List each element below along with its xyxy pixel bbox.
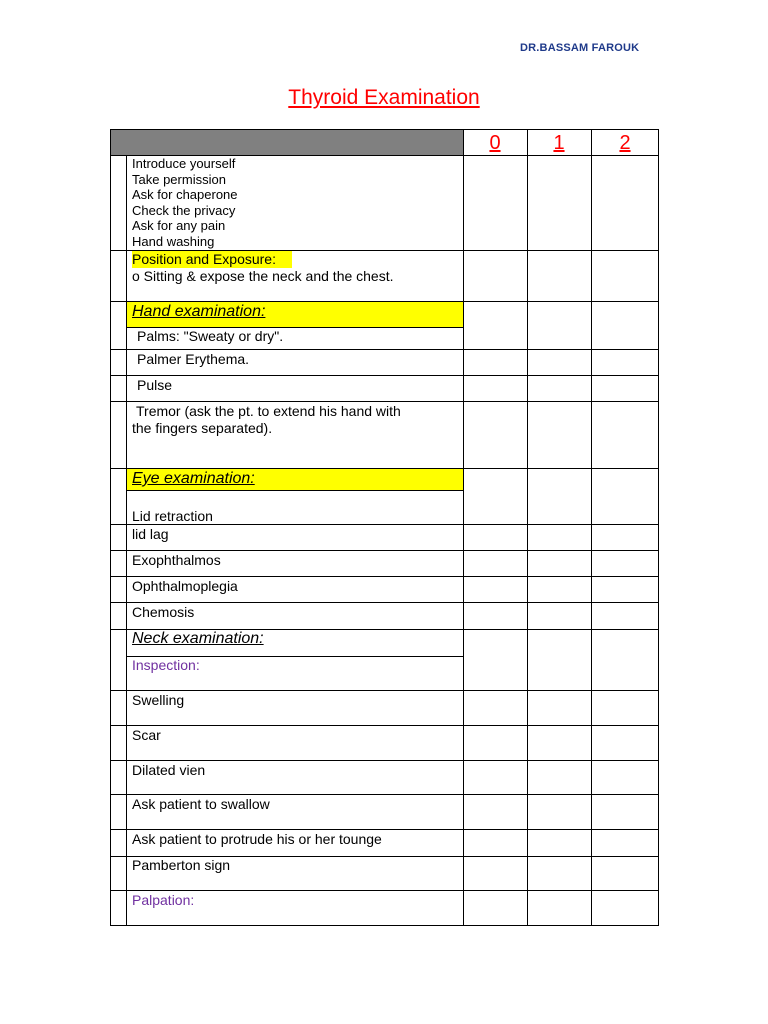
header-grey-cell [110,129,463,155]
row-line [110,794,659,795]
ophthalmoplegia-text: Ophthalmoplegia [132,578,238,594]
intro-item: Ask for chaperone [132,187,238,203]
intro-item: Take permission [132,171,226,187]
score-column-line-0 [463,129,464,926]
subrow-line [126,656,463,657]
row-line [110,760,659,761]
border-top [110,129,659,130]
position-text: o Sitting & expose the neck and the chest. [132,268,394,284]
score-column-line-1 [527,129,528,926]
border-left [110,129,111,926]
intro-item: Hand washing [132,233,215,249]
row-line [110,301,659,302]
exophthalmos-text: Exophthalmos [132,552,221,568]
score-header-1: 1 [553,132,565,154]
palms-text: Palms: "Sweaty or dry". [137,328,284,344]
eye-section-title: Eye examination: [132,470,255,487]
row-line [110,629,659,630]
margin-column-line [126,155,127,926]
dilated-vein-text: Dilated vien [132,762,206,778]
inspection-label: Inspection: [132,657,200,673]
checklist-table [110,129,659,926]
border-right [658,129,659,926]
neck-section-title: Neck examination: [132,630,264,647]
subrow-line [126,327,463,328]
tremor-text-1: Tremor (ask the pt. to extend his hand with [136,403,401,419]
subrow-line [126,490,463,491]
chemosis-text: Chemosis [132,604,195,620]
row-line [110,576,659,577]
score-header-0: 0 [489,132,501,154]
row-line [110,550,659,551]
row-line [110,856,659,857]
row-line [110,349,659,350]
pamberton-text: Pamberton sign [132,857,231,873]
row-line [110,725,659,726]
lid-retraction-text: Lid retraction [132,508,213,524]
swelling-text: Swelling [132,692,185,708]
tongue-text: Ask patient to protrude his or her tounge [132,831,382,847]
row-line [110,250,659,251]
author-name: DR.BASSAM FAROUK [520,42,640,54]
score-column-line-2 [591,129,592,926]
border-bottom [110,925,659,926]
page-title: Thyroid Examination [288,86,480,109]
row-line [110,690,659,691]
scar-text: Scar [132,727,161,743]
swallow-text: Ask patient to swallow [132,796,270,812]
row-line [110,602,659,603]
row-line [110,375,659,376]
pulse-text: Pulse [137,377,173,393]
row-line [110,829,659,830]
score-header-2: 2 [619,132,631,154]
palmer-text: Palmer Erythema. [137,351,250,367]
row-line [110,468,659,469]
intro-list [132,156,238,250]
row-line [110,155,659,156]
hand-section-title: Hand examination: [132,303,266,320]
lid-lag-text: lid lag [132,526,169,542]
intro-item: Introduce yourself [132,156,236,171]
position-title: Position and Exposure: [132,251,276,267]
tremor-text-2: the fingers separated). [132,420,273,436]
intro-item: Ask for any pain [132,218,226,234]
palpation-label: Palpation: [132,892,195,908]
row-line [110,524,659,525]
row-line [110,890,659,891]
row-line [110,401,659,402]
intro-item: Check the privacy [132,202,236,218]
